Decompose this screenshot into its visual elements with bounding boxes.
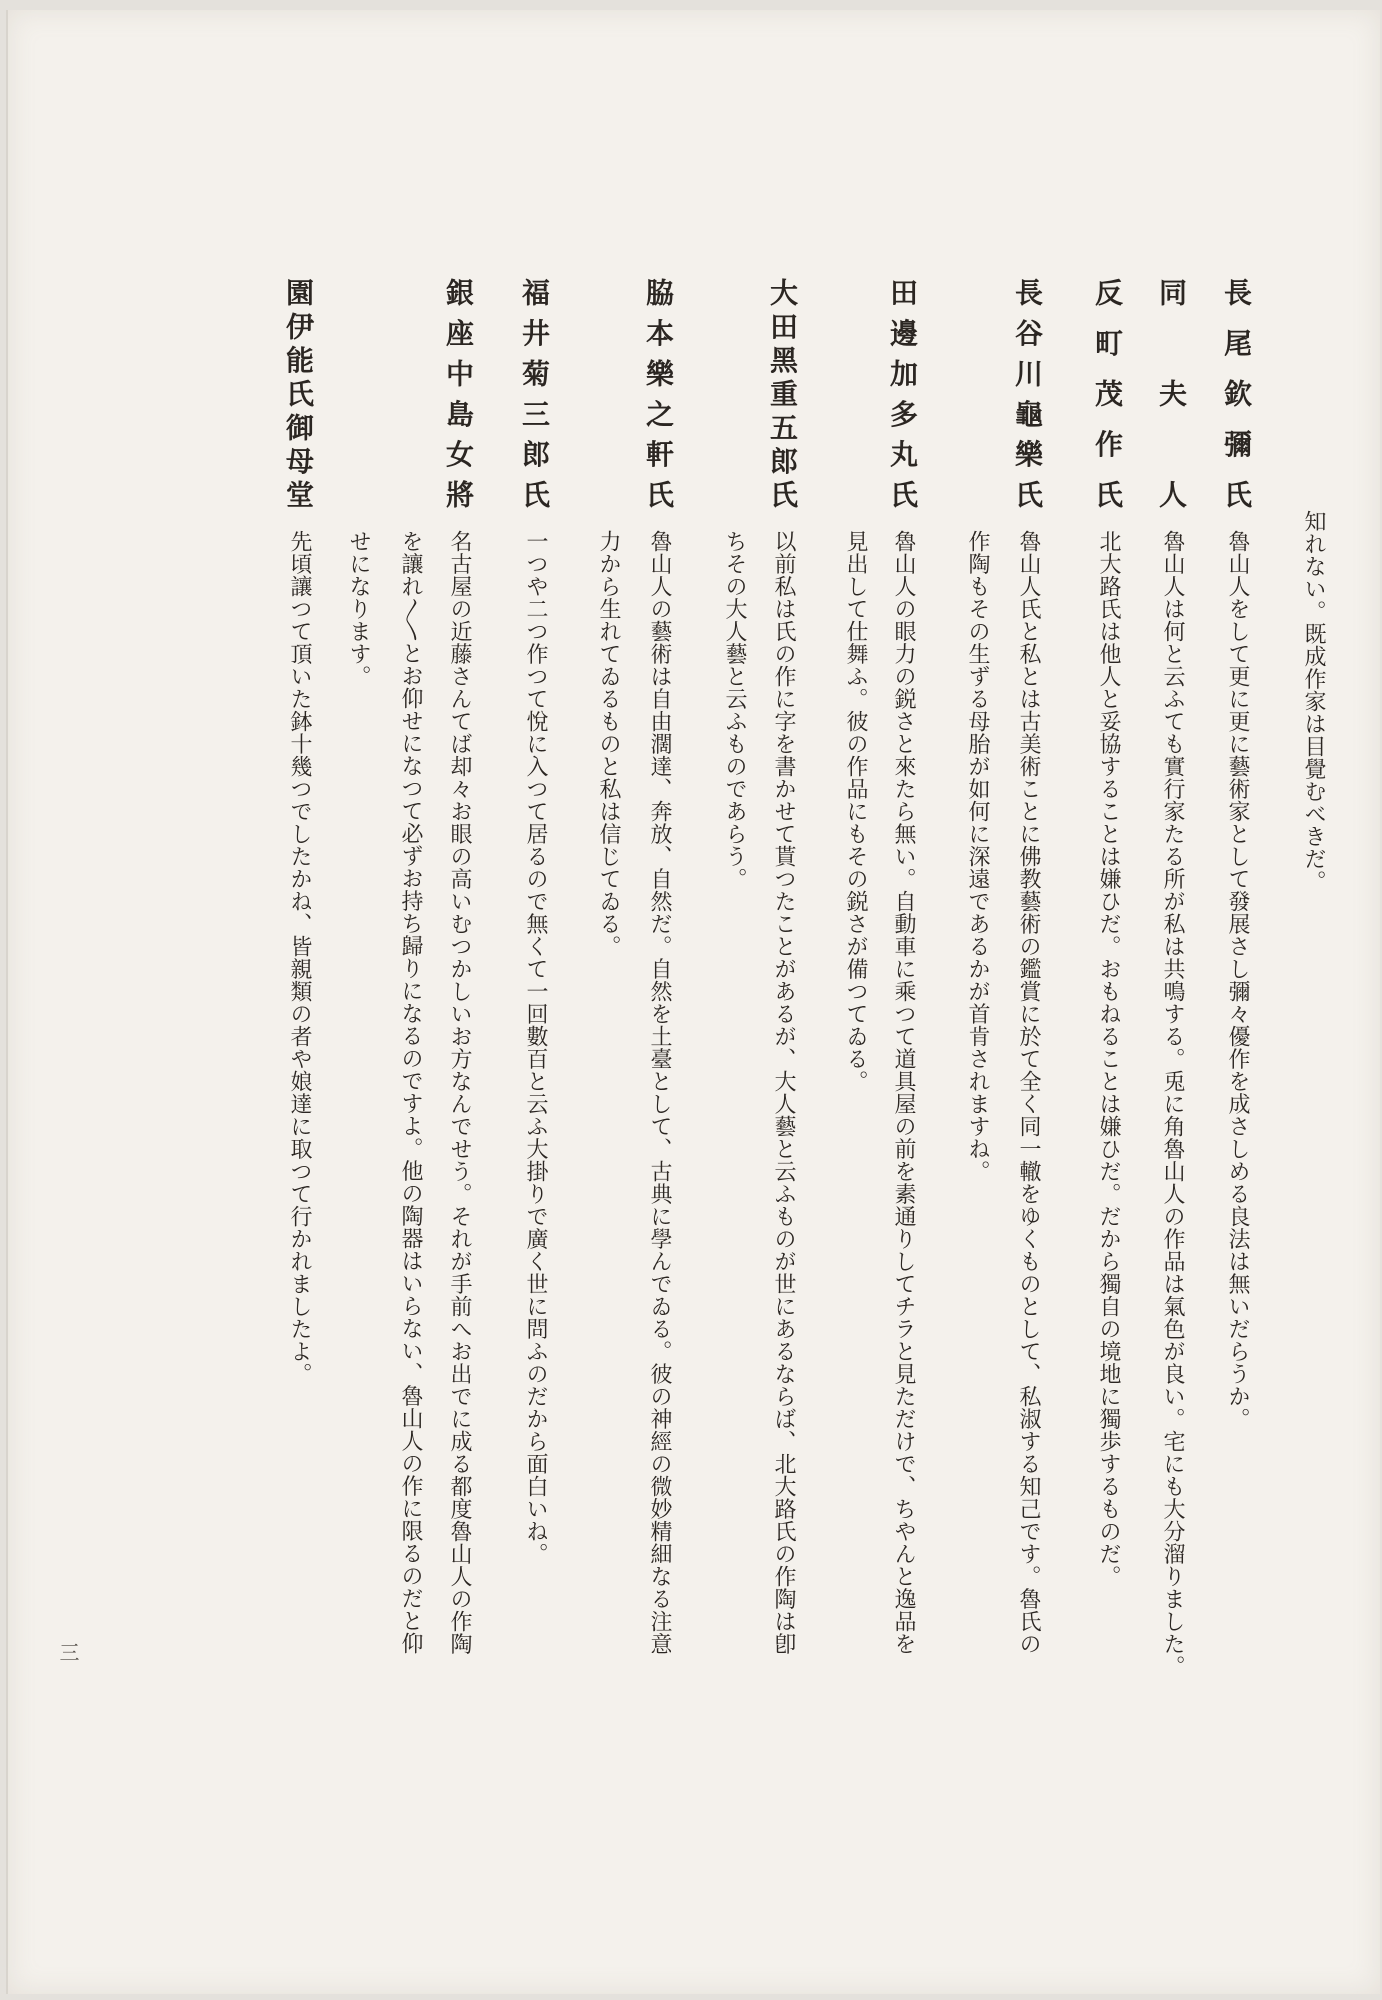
entry-name: 田邊加多丸氏 bbox=[886, 278, 919, 510]
entry-text-line: 見出して仕舞ふ。彼の作品にもその鋭さが備つてゐる。 bbox=[843, 530, 868, 1093]
intro-line: 知れない。既成作家は目覺むべきだ。 bbox=[1301, 510, 1326, 893]
entry-text-line: 魯山人をして更に更に藝術家として發展さし彌々優作を成さしめる良法は無いだらうか。 bbox=[1225, 530, 1250, 1430]
entry-text-line: 魯山人の眼力の鋭さと來たら無い。自動車に乘つて道具屋の前を素通りしてチラと見ただけで、ちやんと逸品を bbox=[891, 530, 916, 1655]
entry-text-line: せになります。 bbox=[346, 530, 371, 688]
entry-name: 反町茂作氏 bbox=[1091, 278, 1124, 510]
entry-name: 同夫人 bbox=[1155, 278, 1188, 510]
entry-text-line: 魯山人氏と私とは古美術ことに佛教藝術の鑑賞に於て全く同一轍をゆくものとして、私淑する知己です。魯氏の bbox=[1016, 530, 1041, 1655]
entry-name: 脇本樂之軒氏 bbox=[642, 278, 675, 510]
entry-text-line: 力から生れてゐるものと私は信じてゐる。 bbox=[596, 530, 621, 958]
entry-name: 園伊能氏御母堂 bbox=[282, 278, 315, 510]
entry-text-line: を讓れ〳〵とお仰せになつて必ずお持ち歸りになるのですよ。他の陶器はいらない、魯山人の作に限るのだと仰 bbox=[398, 530, 423, 1655]
entry-name: 長尾欽彌氏 bbox=[1220, 278, 1253, 510]
entry-text-line: 作陶もその生ずる母胎が如何に深遠であるかが首肯されますね。 bbox=[965, 530, 990, 1183]
entry-text-line: 以前私は氏の作に字を書かせて貰つたことがあるが、大人藝と云ふものが世にあるならば、北大路氏の作陶は卽 bbox=[771, 530, 796, 1655]
entry-text-line: 魯山人の藝術は自由濶達、奔放、自然だ。自然を土臺として、古典に學んでゐる。彼の神經の微妙精細なる注意 bbox=[647, 530, 672, 1655]
entry-text-line: 北大路氏は他人と妥協することは嫌ひだ。おもねることは嫌ひだ。だから獨自の境地に獨歩するものだ。 bbox=[1096, 530, 1121, 1588]
entry-name: 長谷川龜樂氏 bbox=[1011, 278, 1044, 510]
entry-text-line: 魯山人は何と云ふても實行家たる所が私は共鳴する。兎に角魯山人の作品は氣色が良い。宅にも大分溜りました。 bbox=[1160, 530, 1185, 1678]
entry-name: 銀座中島女將 bbox=[442, 278, 475, 510]
entry-text-line: 先頃讓つて頂いた鉢十幾つでしたかね、皆親類の者や娘達に取つて行かれましたよ。 bbox=[287, 530, 312, 1385]
page-number: 三 bbox=[56, 1642, 80, 1662]
entry-name: 福井菊三郎氏 bbox=[518, 278, 551, 510]
document-page bbox=[6, 10, 1380, 1994]
entry-text-line: ちその大人藝と云ふものであらう。 bbox=[722, 530, 747, 890]
entry-text-line: 一つや二つ作つて悅に入つて居るので無くて一回數百と云ふ大掛りで廣く世に問ふのだから面白いね。 bbox=[523, 530, 548, 1565]
entry-name: 大田黑重五郎氏 bbox=[766, 278, 799, 510]
entry-text-line: 名古屋の近藤さんてば却々お眼の高いむつかしいお方なんでせう。それが手前へお出でに成る都度魯山人の作陶 bbox=[447, 530, 472, 1655]
